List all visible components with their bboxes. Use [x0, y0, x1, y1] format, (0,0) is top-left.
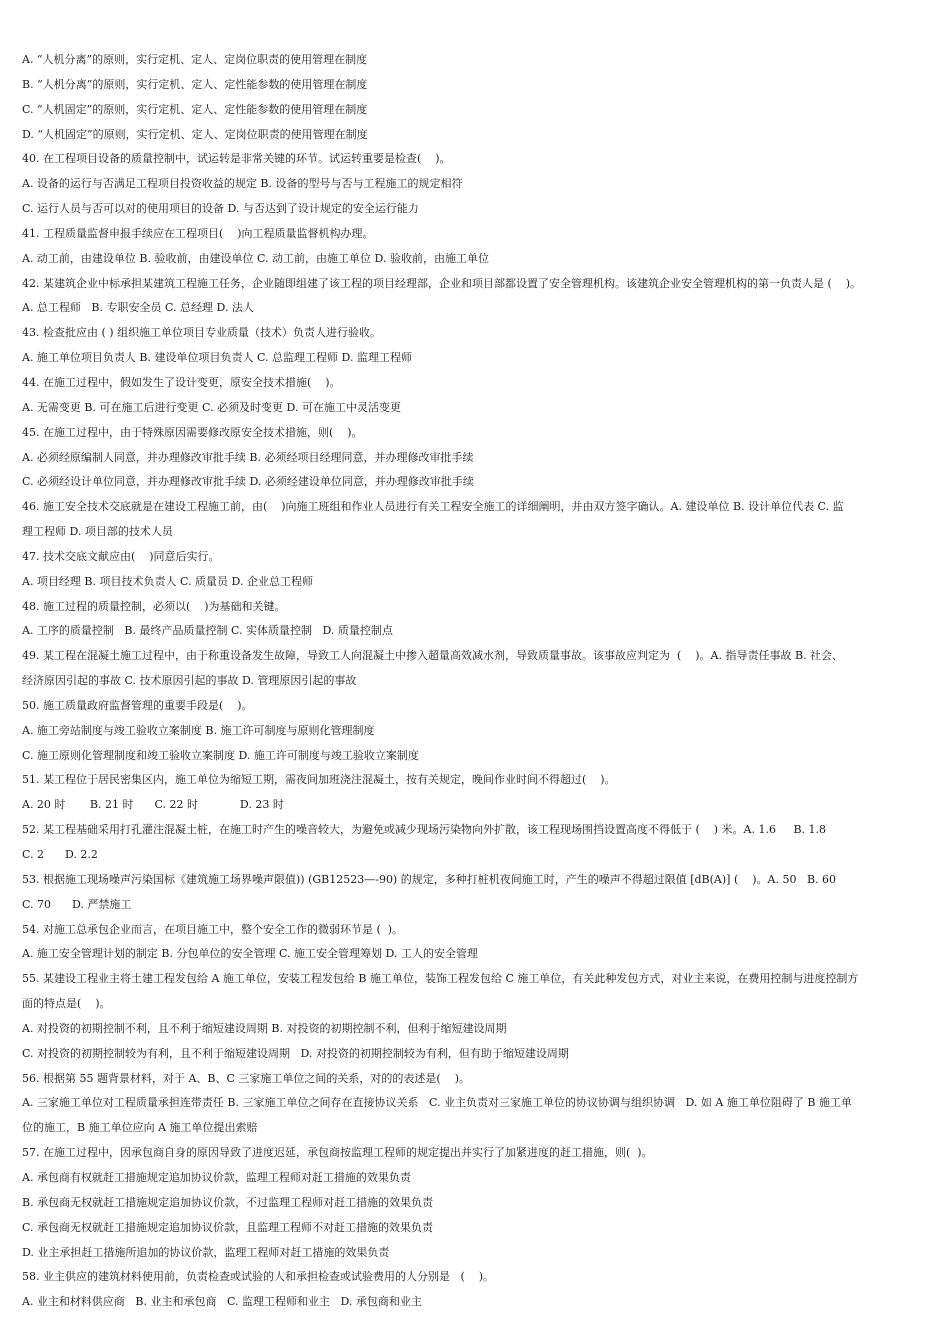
question-42: 42. 某建筑企业中标承担某建筑工程施工任务，企业随即组建了该工程的项目经理部，企业和项目部都设置了安全管理机构。该建筑企业安全管理机构的第一负责人是 ( )。 — [22, 276, 862, 290]
question-51: 51. 某工程位于居民密集区内，施工单位为缩短工期，需夜间加班浇注混凝土，按有关规定，晚间作业时间不得超过( )。 — [22, 773, 616, 787]
question-41: 41. 工程质量监督申报手续应在工程项目( )向工程质量监督机构办理。 — [22, 226, 374, 240]
question-40: 40. 在工程项目设备的质量控制中，试运转是非常关键的环节。试运转重要是检查( )。 — [22, 152, 451, 166]
question-52: 52. 某工程基础采用打孔灌注混凝土桩，在施工时产生的噪音较大，为避免或减少现场污染物向外扩散，该工程现场围挡设置高度不得低于 ( ) 米。A. 1.6 B. 1.8 — [22, 823, 827, 837]
text-line: A. 三家施工单位对工程质量承担连带责任 B. 三家施工单位之间存在直接协议关系 C. 业主负责对三家施工单位的协议协调与组织协调 D. 如 A 施工单位阻碍了 B 施工单 — [22, 1096, 852, 1110]
text-line: A. 施工旁站制度与竣工验收立案制度 B. 施工许可制度与原则化管理制度 — [22, 723, 375, 737]
question-44: 44. 在施工过程中，假如发生了设计变更，原安全技术措施( )。 — [22, 375, 341, 389]
text-line: A. 20 时 B. 21 时 C. 22 时 D. 23 时 — [22, 798, 284, 812]
text-line: A. 承包商有权就赶工措施规定追加协议价款，监理工程师对赶工措施的效果负责 — [22, 1170, 411, 1184]
text-line: A. 动工前，由建设单位 B. 验收前，由建设单位 C. 动工前，由施工单位 D. 验收前，由施工单位 — [22, 251, 489, 265]
text-line: A. 项目经理 B. 项目技术负责人 C. 质量员 D. 企业总工程师 — [22, 574, 313, 588]
text-line: B. “人机分离”的原则，实行定机、定人、定性能参数的使用管理在制度 — [22, 77, 368, 91]
question-55: 55. 某建设工程业主将土建工程发包给 A 施工单位，安装工程发包给 B 施工单位，装饰工程发包给 C 施工单位，有关此种发包方式，对业主来说，在费用控制与进度控制方 — [22, 972, 859, 986]
question-43: 43. 检查批应由 ( ) 组织施工单位项目专业质量（技术）负责人进行验收。 — [22, 326, 382, 340]
question-54: 54. 对施工总承包企业而言，在项目施工中，整个安全工作的微弱环节是 ( )。 — [22, 922, 404, 936]
text-line: A. 设备的运行与否满足工程项目投资收益的规定 B. 设备的型号与否与工程施工的规定相符 — [22, 177, 463, 191]
question-48: 48. 施工过程的质量控制，必须以( )为基础和关键。 — [22, 599, 286, 613]
text-line: A. 必须经原编制人同意，并办理修改审批手续 B. 必须经项目经理同意，并办理修改审批手续 — [22, 450, 474, 464]
text-line: A. 无需变更 B. 可在施工后进行变更 C. 必须及时变更 D. 可在施工中灵活变更 — [22, 400, 401, 414]
text-line: A. 对投资的初期控制不利，且不利于缩短建设周期 B. 对投资的初期控制不利，但利于缩短建设周期 — [22, 1021, 507, 1035]
text-line: C. “人机固定”的原则，实行定机、定人、定性能参数的使用管理在制度 — [22, 102, 368, 116]
question-53: 53. 根据施工现场噪声污染国标《建筑施工场界噪声限值)) (GB12523—-90) 的规定，多种打桩机夜间施工时，产生的噪声不得超过限值 [dB(A)] ( )。A. 50 B. 60 — [22, 872, 837, 886]
text-line: C. 70 D. 严禁施工 — [22, 897, 132, 911]
question-56: 56. 根据第 55 题背景材料，对于 A、B、C 三家施工单位之间的关系，对的的表述是( )。 — [22, 1071, 470, 1085]
question-58: 58. 业主供应的建筑材料使用前，负责检查或试验的人和承担检查或试验费用的人分别是 ( )。 — [22, 1270, 495, 1284]
text-line: 理工程师 D. 项目部的技术人员 — [22, 525, 173, 539]
text-line: C. 对投资的初期控制较为有利，且不利于缩短建设周期 D. 对投资的初期控制较为有利，但有助于缩短建设周期 — [22, 1046, 569, 1060]
text-line: A. 施工安全管理计划的制定 B. 分包单位的安全管理 C. 施工安全管理筹划 D. 工人的安全管理 — [22, 947, 478, 961]
text-line: A. 业主和材料供应商 B. 业主和承包商 C. 监理工程师和业主 D. 承包商和业主 — [22, 1295, 422, 1309]
text-line: 经济原因引起的事故 C. 技术原因引起的事故 D. 管理原因引起的事故 — [22, 674, 357, 688]
question-49: 49. 某工程在混凝土施工过程中，由于称重设备发生故障，导致工人向混凝土中掺入超量高效减水剂，导致质量事故。该事故应判定为 ( )。A. 指导责任事故 B. 社会、 — [22, 649, 844, 663]
text-line: C. 运行人员与否可以对的使用项目的设备 D. 与否达到了设计规定的安全运行能力 — [22, 202, 419, 216]
text-line: 面的特点是( )。 — [22, 997, 111, 1011]
text-line: A. “人机分离”的原则，实行定机、定人、定岗位职责的使用管理在制度 — [22, 53, 368, 66]
text-line: A. 总工程师 B. 专职安全员 C. 总经理 D. 法人 — [22, 301, 254, 315]
question-57: 57. 在施工过程中，因承包商自身的原因导致了进度迟延，承包商按监理工程师的规定提出并实行了加紧进度的赶工措施，则( )。 — [22, 1146, 653, 1160]
question-50: 50. 施工质量政府监督管理的重要手段是( )。 — [22, 698, 253, 712]
text-line: C. 承包商无权就赶工措施规定追加协议价款，且监理工程师不对赶工措施的效果负责 — [22, 1220, 434, 1234]
question-46: 46. 施工安全技术交底就是在建设工程施工前，由( )向施工班组和作业人员进行有关工程安全施工的详细阐明，并由双方签字确认。A. 建设单位 B. 设计单位代表 C. 监 — [22, 500, 844, 514]
text-line: C. 必须经设计单位同意，并办理修改审批手续 D. 必须经建设单位同意，并办理修改审批手续 — [22, 475, 474, 489]
text-line: C. 施工原则化管理制度和竣工验收立案制度 D. 施工许可制度与竣工验收立案制度 — [22, 748, 419, 762]
text-line: A. 施工单位项目负责人 B. 建设单位项目负责人 C. 总监理工程师 D. 监理工程师 — [22, 351, 412, 365]
question-47: 47. 技术交底文献应由( )同意后实行。 — [22, 549, 220, 563]
text-line: 位的施工，B 施工单位应向 A 施工单位提出索赔 — [22, 1121, 258, 1135]
text-line: C. 2 D. 2.2 — [22, 848, 98, 861]
text-line: D. “人机固定”的原则，实行定机、定人、定岗位职责的使用管理在制度 — [22, 127, 368, 141]
question-45: 45. 在施工过程中，由于特殊原因需要修改原安全技术措施，则( )。 — [22, 425, 363, 439]
text-line: A. 工序的质量控制 B. 最终产品质量控制 C. 实体质量控制 D. 质量控制点 — [22, 624, 393, 638]
text-line: B. 承包商无权就赶工措施规定追加协议价款，不过监理工程师对赶工措施的效果负责 — [22, 1195, 434, 1209]
text-line: D. 业主承担赶工措施所追加的协议价款，监理工程师对赶工措施的效果负责 — [22, 1245, 390, 1259]
